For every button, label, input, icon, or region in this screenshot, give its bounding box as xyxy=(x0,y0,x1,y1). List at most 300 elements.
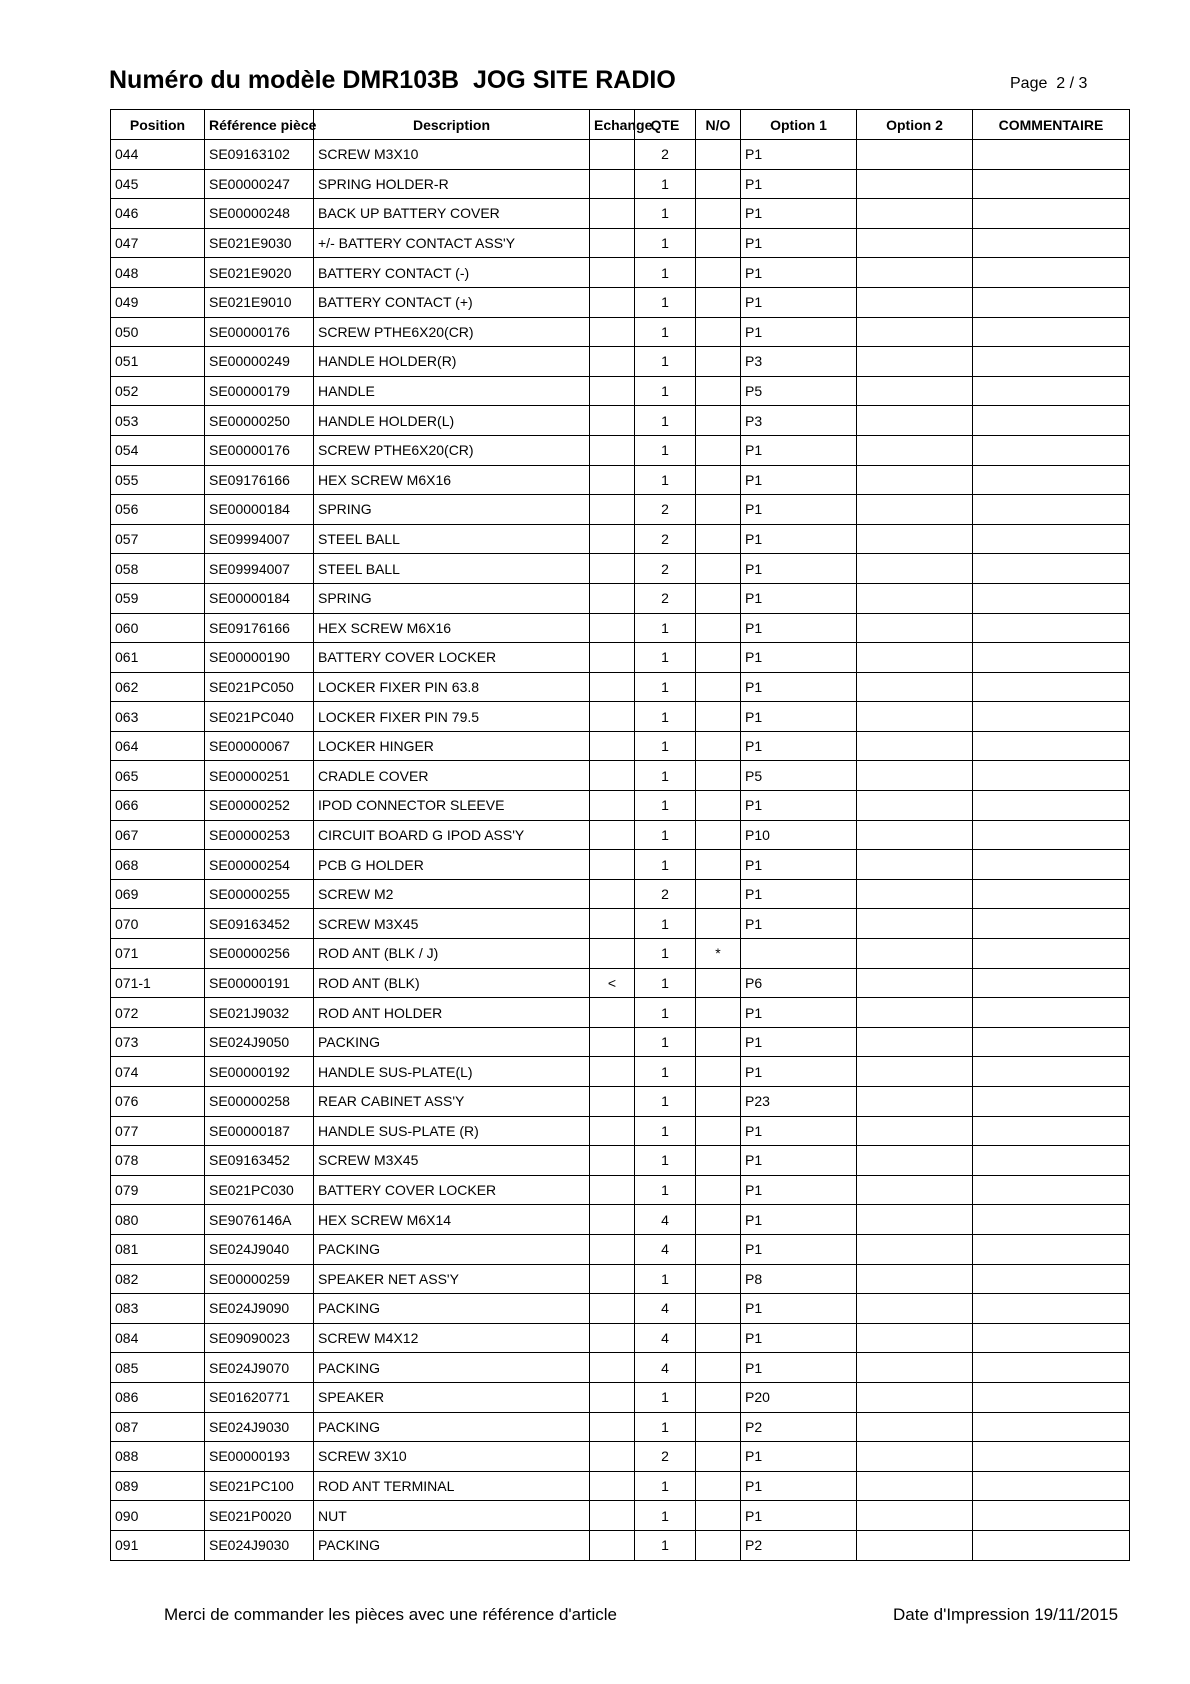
cell-description: ROD ANT (BLK / J) xyxy=(314,939,590,969)
cell-no xyxy=(696,1294,741,1324)
cell-option-2 xyxy=(857,199,973,229)
cell-option-1: P2 xyxy=(741,1530,857,1560)
cell-echange xyxy=(590,1471,635,1501)
cell-description: IPOD CONNECTOR SLEEVE xyxy=(314,791,590,821)
cell-option-1: P1 xyxy=(741,672,857,702)
cell-no xyxy=(696,140,741,170)
cell-echange xyxy=(590,1205,635,1235)
cell-option-2 xyxy=(857,524,973,554)
cell-commentaire xyxy=(973,1057,1130,1087)
cell-echange xyxy=(590,1116,635,1146)
cell-echange: < xyxy=(590,968,635,998)
cell-position: 088 xyxy=(111,1442,205,1472)
cell-position: 051 xyxy=(111,347,205,377)
page-number: Page 2 / 3 xyxy=(1010,75,1088,92)
cell-option-2 xyxy=(857,228,973,258)
cell-option-1: P23 xyxy=(741,1087,857,1117)
cell-position: 068 xyxy=(111,850,205,880)
cell-qte: 4 xyxy=(635,1353,696,1383)
cell-description: HEX SCREW M6X16 xyxy=(314,613,590,643)
cell-echange xyxy=(590,1442,635,1472)
cell-reference: SE09994007 xyxy=(205,524,314,554)
cell-option-1: P1 xyxy=(741,465,857,495)
cell-commentaire xyxy=(973,1442,1130,1472)
cell-reference: SE00000184 xyxy=(205,495,314,525)
cell-position: 055 xyxy=(111,465,205,495)
cell-reference: SE00000191 xyxy=(205,968,314,998)
cell-position: 079 xyxy=(111,1175,205,1205)
cell-option-2 xyxy=(857,643,973,673)
cell-reference: SE00000248 xyxy=(205,199,314,229)
cell-commentaire xyxy=(973,1264,1130,1294)
cell-echange xyxy=(590,347,635,377)
table-row xyxy=(111,1087,1130,1117)
cell-no xyxy=(696,169,741,199)
cell-commentaire xyxy=(973,702,1130,732)
cell-description: HEX SCREW M6X16 xyxy=(314,465,590,495)
cell-qte: 1 xyxy=(635,1501,696,1531)
cell-echange xyxy=(590,1146,635,1176)
cell-option-1: P1 xyxy=(741,702,857,732)
cell-qte: 1 xyxy=(635,1057,696,1087)
cell-position: 046 xyxy=(111,199,205,229)
cell-no xyxy=(696,347,741,377)
cell-position: 067 xyxy=(111,820,205,850)
cell-description: BACK UP BATTERY COVER xyxy=(314,199,590,229)
cell-position: 047 xyxy=(111,228,205,258)
cell-commentaire xyxy=(973,850,1130,880)
cell-no xyxy=(696,199,741,229)
cell-no xyxy=(696,1116,741,1146)
cell-echange xyxy=(590,583,635,613)
cell-reference: SE021P0020 xyxy=(205,1501,314,1531)
cell-echange xyxy=(590,879,635,909)
table-row xyxy=(111,613,1130,643)
cell-position: 085 xyxy=(111,1353,205,1383)
cell-qte: 1 xyxy=(635,435,696,465)
table-row xyxy=(111,968,1130,998)
cell-description: STEEL BALL xyxy=(314,524,590,554)
cell-commentaire xyxy=(973,998,1130,1028)
cell-commentaire xyxy=(973,376,1130,406)
cell-option-1: P1 xyxy=(741,495,857,525)
cell-echange xyxy=(590,761,635,791)
cell-echange xyxy=(590,1057,635,1087)
cell-option-1: P1 xyxy=(741,228,857,258)
cell-reference: SE021E9020 xyxy=(205,258,314,288)
cell-description: LOCKER HINGER xyxy=(314,731,590,761)
cell-option-2 xyxy=(857,672,973,702)
cell-no xyxy=(696,1501,741,1531)
cell-option-2 xyxy=(857,169,973,199)
cell-description: LOCKER FIXER PIN 63.8 xyxy=(314,672,590,702)
cell-position: 080 xyxy=(111,1205,205,1235)
cell-reference: SE00000179 xyxy=(205,376,314,406)
cell-no xyxy=(696,850,741,880)
cell-echange xyxy=(590,939,635,969)
cell-description: SCREW 3X10 xyxy=(314,1442,590,1472)
cell-commentaire xyxy=(973,1382,1130,1412)
cell-reference: SE09176166 xyxy=(205,613,314,643)
cell-echange xyxy=(590,258,635,288)
table-row xyxy=(111,1530,1130,1560)
cell-option-2 xyxy=(857,435,973,465)
cell-qte: 4 xyxy=(635,1234,696,1264)
cell-reference: SE00000176 xyxy=(205,317,314,347)
cell-reference: SE00000259 xyxy=(205,1264,314,1294)
cell-qte: 1 xyxy=(635,406,696,436)
cell-qte: 1 xyxy=(635,998,696,1028)
table-row xyxy=(111,376,1130,406)
cell-option-2 xyxy=(857,1471,973,1501)
cell-commentaire xyxy=(973,1116,1130,1146)
table-row xyxy=(111,1501,1130,1531)
cell-reference: SE00000254 xyxy=(205,850,314,880)
cell-echange xyxy=(590,613,635,643)
cell-option-1: P1 xyxy=(741,554,857,584)
cell-no xyxy=(696,820,741,850)
col-header-no: N/O xyxy=(696,110,741,140)
cell-reference: SE09163452 xyxy=(205,1146,314,1176)
cell-qte: 1 xyxy=(635,968,696,998)
cell-position: 083 xyxy=(111,1294,205,1324)
cell-commentaire xyxy=(973,1205,1130,1235)
cell-description: +/- BATTERY CONTACT ASS'Y xyxy=(314,228,590,258)
cell-commentaire xyxy=(973,1353,1130,1383)
cell-option-1: P10 xyxy=(741,820,857,850)
cell-position: 070 xyxy=(111,909,205,939)
cell-no xyxy=(696,228,741,258)
cell-option-2 xyxy=(857,820,973,850)
cell-reference: SE024J9030 xyxy=(205,1412,314,1442)
cell-position: 082 xyxy=(111,1264,205,1294)
cell-no xyxy=(696,998,741,1028)
cell-option-1: P1 xyxy=(741,1027,857,1057)
table-row xyxy=(111,1471,1130,1501)
table-row xyxy=(111,465,1130,495)
cell-echange xyxy=(590,1412,635,1442)
col-header-commentaire: COMMENTAIRE xyxy=(973,110,1130,140)
cell-echange xyxy=(590,1175,635,1205)
cell-commentaire xyxy=(973,169,1130,199)
cell-description: HANDLE HOLDER(R) xyxy=(314,347,590,377)
cell-option-1: P1 xyxy=(741,613,857,643)
table-row xyxy=(111,1412,1130,1442)
cell-no xyxy=(696,554,741,584)
cell-description: SPEAKER NET ASS'Y xyxy=(314,1264,590,1294)
cell-reference: SE00000253 xyxy=(205,820,314,850)
cell-qte: 2 xyxy=(635,495,696,525)
cell-qte: 1 xyxy=(635,939,696,969)
cell-echange xyxy=(590,1353,635,1383)
cell-option-1: P1 xyxy=(741,1501,857,1531)
cell-commentaire xyxy=(973,287,1130,317)
cell-option-1: P3 xyxy=(741,406,857,436)
cell-option-1: P1 xyxy=(741,524,857,554)
table-row xyxy=(111,317,1130,347)
cell-description: PACKING xyxy=(314,1530,590,1560)
cell-reference: SE09163452 xyxy=(205,909,314,939)
cell-position: 077 xyxy=(111,1116,205,1146)
cell-commentaire xyxy=(973,879,1130,909)
cell-option-1: P3 xyxy=(741,347,857,377)
cell-position: 087 xyxy=(111,1412,205,1442)
cell-description: CRADLE COVER xyxy=(314,761,590,791)
cell-no xyxy=(696,613,741,643)
cell-no xyxy=(696,1412,741,1442)
cell-no xyxy=(696,258,741,288)
table-row xyxy=(111,140,1130,170)
cell-reference: SE00000193 xyxy=(205,1442,314,1472)
cell-echange xyxy=(590,1530,635,1560)
cell-echange xyxy=(590,1027,635,1057)
cell-option-1: P8 xyxy=(741,1264,857,1294)
cell-option-1 xyxy=(741,939,857,969)
cell-commentaire xyxy=(973,1412,1130,1442)
cell-position: 072 xyxy=(111,998,205,1028)
cell-option-2 xyxy=(857,583,973,613)
cell-position: 090 xyxy=(111,1501,205,1531)
cell-commentaire xyxy=(973,672,1130,702)
table-row xyxy=(111,731,1130,761)
cell-position: 091 xyxy=(111,1530,205,1560)
table-row xyxy=(111,495,1130,525)
cell-position: 089 xyxy=(111,1471,205,1501)
table-row xyxy=(111,169,1130,199)
cell-reference: SE024J9070 xyxy=(205,1353,314,1383)
cell-option-1: P1 xyxy=(741,1323,857,1353)
cell-no xyxy=(696,583,741,613)
table-row xyxy=(111,820,1130,850)
cell-qte: 2 xyxy=(635,1442,696,1472)
cell-description: SCREW PTHE6X20(CR) xyxy=(314,317,590,347)
table-row xyxy=(111,258,1130,288)
cell-no xyxy=(696,761,741,791)
cell-reference: SE09163102 xyxy=(205,140,314,170)
cell-description: NUT xyxy=(314,1501,590,1531)
cell-option-2 xyxy=(857,1146,973,1176)
cell-position: 084 xyxy=(111,1323,205,1353)
cell-echange xyxy=(590,169,635,199)
cell-no xyxy=(696,287,741,317)
cell-echange xyxy=(590,287,635,317)
cell-option-2 xyxy=(857,1442,973,1472)
cell-option-1: P6 xyxy=(741,968,857,998)
cell-description: HEX SCREW M6X14 xyxy=(314,1205,590,1235)
cell-option-2 xyxy=(857,1234,973,1264)
cell-commentaire xyxy=(973,909,1130,939)
cell-description: BATTERY CONTACT (+) xyxy=(314,287,590,317)
cell-echange xyxy=(590,702,635,732)
cell-reference: SE00000176 xyxy=(205,435,314,465)
cell-description: ROD ANT (BLK) xyxy=(314,968,590,998)
cell-reference: SE021PC030 xyxy=(205,1175,314,1205)
document-title: Numéro du modèle DMR103B JOG SITE RADIO xyxy=(109,66,676,94)
cell-option-2 xyxy=(857,909,973,939)
cell-description: ROD ANT HOLDER xyxy=(314,998,590,1028)
cell-option-2 xyxy=(857,465,973,495)
cell-option-2 xyxy=(857,1205,973,1235)
cell-no xyxy=(696,1057,741,1087)
cell-position: 076 xyxy=(111,1087,205,1117)
cell-commentaire xyxy=(973,761,1130,791)
cell-echange xyxy=(590,1264,635,1294)
cell-echange xyxy=(590,1294,635,1324)
cell-no xyxy=(696,406,741,436)
cell-option-1: P1 xyxy=(741,1175,857,1205)
table-row xyxy=(111,1205,1130,1235)
cell-echange xyxy=(590,1501,635,1531)
cell-option-1: P1 xyxy=(741,1353,857,1383)
table-row xyxy=(111,583,1130,613)
cell-qte: 2 xyxy=(635,140,696,170)
cell-qte: 2 xyxy=(635,554,696,584)
cell-qte: 1 xyxy=(635,317,696,347)
cell-qte: 1 xyxy=(635,1471,696,1501)
cell-option-2 xyxy=(857,1323,973,1353)
cell-option-2 xyxy=(857,1294,973,1324)
cell-option-2 xyxy=(857,140,973,170)
cell-echange xyxy=(590,317,635,347)
cell-no xyxy=(696,879,741,909)
cell-option-1: P1 xyxy=(741,879,857,909)
cell-option-1: P1 xyxy=(741,140,857,170)
col-header-position: Position xyxy=(111,110,205,140)
cell-echange xyxy=(590,199,635,229)
cell-no xyxy=(696,672,741,702)
table-row xyxy=(111,228,1130,258)
cell-commentaire xyxy=(973,524,1130,554)
cell-no xyxy=(696,909,741,939)
cell-description: PCB G HOLDER xyxy=(314,850,590,880)
cell-option-1: P1 xyxy=(741,791,857,821)
cell-commentaire xyxy=(973,1087,1130,1117)
cell-position: 045 xyxy=(111,169,205,199)
table-row xyxy=(111,199,1130,229)
cell-description: PACKING xyxy=(314,1027,590,1057)
cell-position: 074 xyxy=(111,1057,205,1087)
cell-position: 061 xyxy=(111,643,205,673)
table-row xyxy=(111,1264,1130,1294)
cell-position: 059 xyxy=(111,583,205,613)
cell-position: 064 xyxy=(111,731,205,761)
cell-echange xyxy=(590,909,635,939)
cell-qte: 1 xyxy=(635,761,696,791)
cell-option-1: P1 xyxy=(741,643,857,673)
cell-echange xyxy=(590,435,635,465)
col-header-reference: Référence pièce xyxy=(205,110,314,140)
col-header-option-1: Option 1 xyxy=(741,110,857,140)
cell-reference: SE9076146A xyxy=(205,1205,314,1235)
cell-position: 050 xyxy=(111,317,205,347)
cell-reference: SE00000190 xyxy=(205,643,314,673)
cell-no xyxy=(696,1205,741,1235)
cell-option-1: P1 xyxy=(741,909,857,939)
cell-description: REAR CABINET ASS'Y xyxy=(314,1087,590,1117)
cell-option-2 xyxy=(857,1501,973,1531)
cell-reference: SE00000256 xyxy=(205,939,314,969)
cell-option-2 xyxy=(857,613,973,643)
cell-commentaire xyxy=(973,1501,1130,1531)
table-header-row xyxy=(111,110,1130,140)
cell-echange xyxy=(590,1382,635,1412)
cell-option-1: P1 xyxy=(741,317,857,347)
parts-table-body xyxy=(111,140,1130,1561)
cell-description: PACKING xyxy=(314,1412,590,1442)
cell-option-1: P2 xyxy=(741,1412,857,1442)
table-row xyxy=(111,879,1130,909)
cell-qte: 1 xyxy=(635,731,696,761)
cell-echange xyxy=(590,1087,635,1117)
cell-reference: SE00000250 xyxy=(205,406,314,436)
col-header-option-2: Option 2 xyxy=(857,110,973,140)
cell-position: 054 xyxy=(111,435,205,465)
cell-qte: 1 xyxy=(635,228,696,258)
cell-description: SCREW M3X45 xyxy=(314,1146,590,1176)
table-row xyxy=(111,672,1130,702)
cell-description: BATTERY COVER LOCKER xyxy=(314,1175,590,1205)
cell-position: 071 xyxy=(111,939,205,969)
cell-reference: SE00000192 xyxy=(205,1057,314,1087)
col-header-description: Description xyxy=(314,110,590,140)
cell-position: 065 xyxy=(111,761,205,791)
table-row xyxy=(111,1027,1130,1057)
cell-option-1: P5 xyxy=(741,376,857,406)
cell-qte: 2 xyxy=(635,524,696,554)
cell-qte: 1 xyxy=(635,1027,696,1057)
cell-position: 071-1 xyxy=(111,968,205,998)
table-row xyxy=(111,643,1130,673)
cell-position: 060 xyxy=(111,613,205,643)
cell-qte: 1 xyxy=(635,1264,696,1294)
cell-commentaire xyxy=(973,228,1130,258)
cell-option-2 xyxy=(857,317,973,347)
cell-no xyxy=(696,1471,741,1501)
cell-position: 057 xyxy=(111,524,205,554)
cell-option-2 xyxy=(857,850,973,880)
cell-option-2 xyxy=(857,1353,973,1383)
cell-qte: 4 xyxy=(635,1323,696,1353)
cell-position: 063 xyxy=(111,702,205,732)
cell-echange xyxy=(590,228,635,258)
cell-option-1: P1 xyxy=(741,998,857,1028)
cell-qte: 2 xyxy=(635,583,696,613)
cell-option-1: P1 xyxy=(741,1294,857,1324)
cell-qte: 4 xyxy=(635,1294,696,1324)
cell-echange xyxy=(590,376,635,406)
cell-description: SPRING xyxy=(314,495,590,525)
cell-commentaire xyxy=(973,465,1130,495)
cell-reference: SE021PC100 xyxy=(205,1471,314,1501)
cell-option-1: P1 xyxy=(741,1205,857,1235)
cell-no xyxy=(696,317,741,347)
cell-option-2 xyxy=(857,1057,973,1087)
cell-commentaire xyxy=(973,435,1130,465)
cell-commentaire xyxy=(973,140,1130,170)
cell-position: 056 xyxy=(111,495,205,525)
cell-reference: SE021E9010 xyxy=(205,287,314,317)
cell-qte: 1 xyxy=(635,1175,696,1205)
cell-option-2 xyxy=(857,791,973,821)
cell-reference: SE09176166 xyxy=(205,465,314,495)
cell-no xyxy=(696,1175,741,1205)
cell-commentaire xyxy=(973,1471,1130,1501)
table-row xyxy=(111,1294,1130,1324)
cell-commentaire xyxy=(973,1027,1130,1057)
cell-position: 066 xyxy=(111,791,205,821)
cell-echange xyxy=(590,495,635,525)
cell-option-2 xyxy=(857,879,973,909)
